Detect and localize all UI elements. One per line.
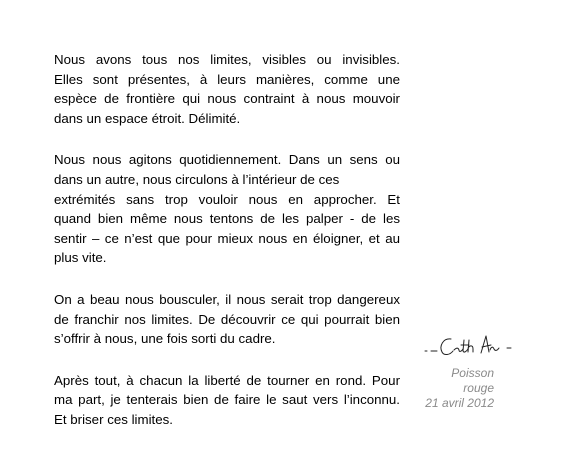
paragraph-3 xyxy=(54,290,400,349)
poem-text xyxy=(54,50,400,452)
text-line: plus vite. xyxy=(54,250,107,266)
text-line: extrémités sans trop vouloir nous en approcher. Et xyxy=(54,191,400,207)
text-line: de franchir nos limites. De découvrir ce qui pourrait bien xyxy=(54,311,400,327)
text-line: ma part, je tenterais bien de faire le saut vers l’inconnu. xyxy=(54,392,400,408)
paragraph-4 xyxy=(54,371,400,430)
text-line: quand bien même nous tentons de les palper - de les xyxy=(54,211,400,227)
text-line: Elles sont présentes, à leurs manières, comme une xyxy=(54,71,400,87)
signature-image xyxy=(423,330,515,362)
text-line: On a beau nous bousculer, il nous serait trop dangereux xyxy=(54,291,400,307)
text-line: Nous avons tous nos limites, visibles ou invisibles. xyxy=(54,52,400,67)
text-line: sentir – ce n’est que pour mieux nous en éloigner, et au xyxy=(54,230,400,246)
caption-title: Poisson rouge xyxy=(451,366,494,395)
text-line: espèce de frontière qui nous contraint à nous mouvoir xyxy=(54,91,400,107)
text-line: dans un autre, nous circulons à l’intérieur de ces xyxy=(54,171,340,187)
text-line: s’offrir à nous, une fois sorti du cadre. xyxy=(54,331,276,347)
paragraph-1 xyxy=(54,50,400,128)
text-line: Après tout, à chacun la liberté de tourner en rond. Pour xyxy=(54,372,400,388)
signature-caption xyxy=(420,366,494,411)
paragraph-2 xyxy=(54,150,400,268)
caption-date: 21 avril 2012 xyxy=(425,396,494,410)
text-line: dans un espace étroit. Délimité. xyxy=(54,110,241,126)
text-line: Et briser ces limites. xyxy=(54,411,173,427)
text-line: Nous nous agitons quotidiennement. Dans un sens ou xyxy=(54,152,400,168)
